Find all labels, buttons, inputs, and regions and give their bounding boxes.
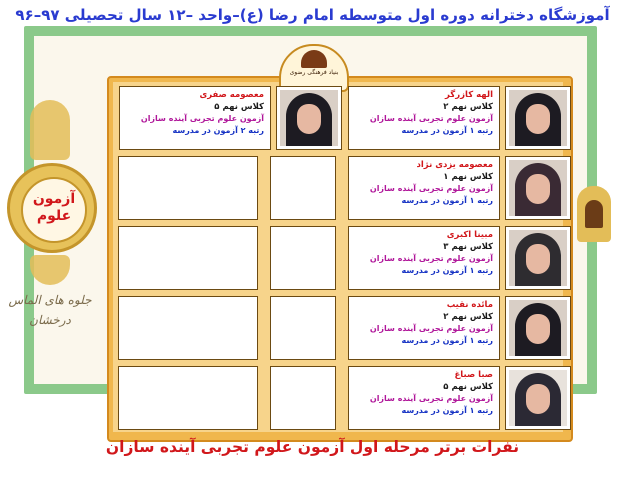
student-name: معصومه یزدی نژاد — [416, 160, 493, 170]
student-rank: رتبه ۲ آزمون در مدرسه — [172, 126, 264, 135]
student-name: الهه کازرگر — [445, 90, 493, 100]
student-card-4 — [347, 296, 571, 360]
empty-info-box — [118, 226, 258, 290]
student-grade: کلاس نهم ۵ — [214, 102, 264, 112]
student-rank: رتبه ۱ آزمون در مدرسه — [401, 336, 493, 345]
left-ornament-top — [30, 100, 70, 160]
footer-title: نفرات برتر مرحله اول آزمون علوم تجربی آینده سازان — [105, 438, 520, 456]
student-grade: کلاس نهم ۱ — [443, 172, 493, 182]
student-photo — [276, 86, 342, 150]
student-grade: کلاس نهم ۲ — [443, 102, 493, 112]
exam-name: آزمون علوم تجربی آینده سازان — [369, 114, 493, 123]
student-photo — [505, 296, 571, 360]
badge-inner — [21, 177, 87, 243]
student-rank: رتبه ۱ آزمون در مدرسه — [401, 266, 493, 275]
empty-info-box — [118, 296, 258, 360]
exam-name: آزمون علوم تجربی آینده سازان — [369, 324, 493, 333]
student-rank: رتبه ۱ آزمون در مدرسه — [401, 126, 493, 135]
empty-info-box — [118, 366, 258, 430]
empty-photo-box — [270, 296, 336, 360]
science-exam-badge — [7, 163, 97, 253]
shrine-icon — [585, 200, 603, 228]
student-rank: رتبه ۱ آزمون در مدرسه — [401, 196, 493, 205]
exam-name: آزمون علوم تجربی آینده سازان — [369, 394, 493, 403]
student-card-3 — [347, 226, 571, 290]
student-name: مبینا اکبری — [446, 230, 493, 240]
student-grade: کلاس نهم ۲ — [443, 312, 493, 322]
student-rank: رتبه ۱ آزمون در مدرسه — [401, 406, 493, 415]
exam-name: آزمون علوم تجربی آینده سازان — [369, 184, 493, 193]
card-info — [348, 86, 500, 150]
student-name: مائده نقیب — [446, 300, 493, 310]
shrine-icon — [301, 50, 327, 68]
card-info — [348, 156, 500, 220]
card-info — [348, 226, 500, 290]
card-info — [348, 366, 500, 430]
student-card-5 — [347, 366, 571, 430]
empty-photo-box — [270, 226, 336, 290]
empty-info-box — [118, 156, 258, 220]
badge-line-1: آزمون — [32, 191, 76, 207]
calligraphy-logo: جلوه های الماس درخشان — [8, 293, 92, 327]
student-name: معصومه صفری — [199, 90, 264, 100]
student-photo — [505, 156, 571, 220]
student-name: صبا صباغ — [454, 370, 493, 380]
student-grade: کلاس نهم ۳ — [443, 242, 493, 252]
student-card-6 — [118, 86, 342, 150]
card-info — [348, 296, 500, 360]
empty-photo-box — [270, 156, 336, 220]
student-grade: کلاس نهم ۵ — [443, 382, 493, 392]
emblem-label: بنیاد فرهنگی رضوی — [289, 69, 339, 76]
exam-name: آزمون علوم تجربی آینده سازان — [369, 254, 493, 263]
empty-photo-box — [270, 366, 336, 430]
card-info — [119, 86, 271, 150]
page-title: آموزشگاه دخترانه دوره اول متوسطه امام رضا (ع)–واحد –۱۲ سال تحصیلی ۹۷–۹۶ — [15, 6, 610, 24]
student-card-2 — [347, 156, 571, 220]
student-photo — [505, 86, 571, 150]
student-card-1 — [347, 86, 571, 150]
student-photo — [505, 366, 571, 430]
student-photo — [505, 226, 571, 290]
exam-name: آزمون علوم تجربی آینده سازان — [140, 114, 264, 123]
badge-line-2: علوم — [36, 208, 72, 224]
